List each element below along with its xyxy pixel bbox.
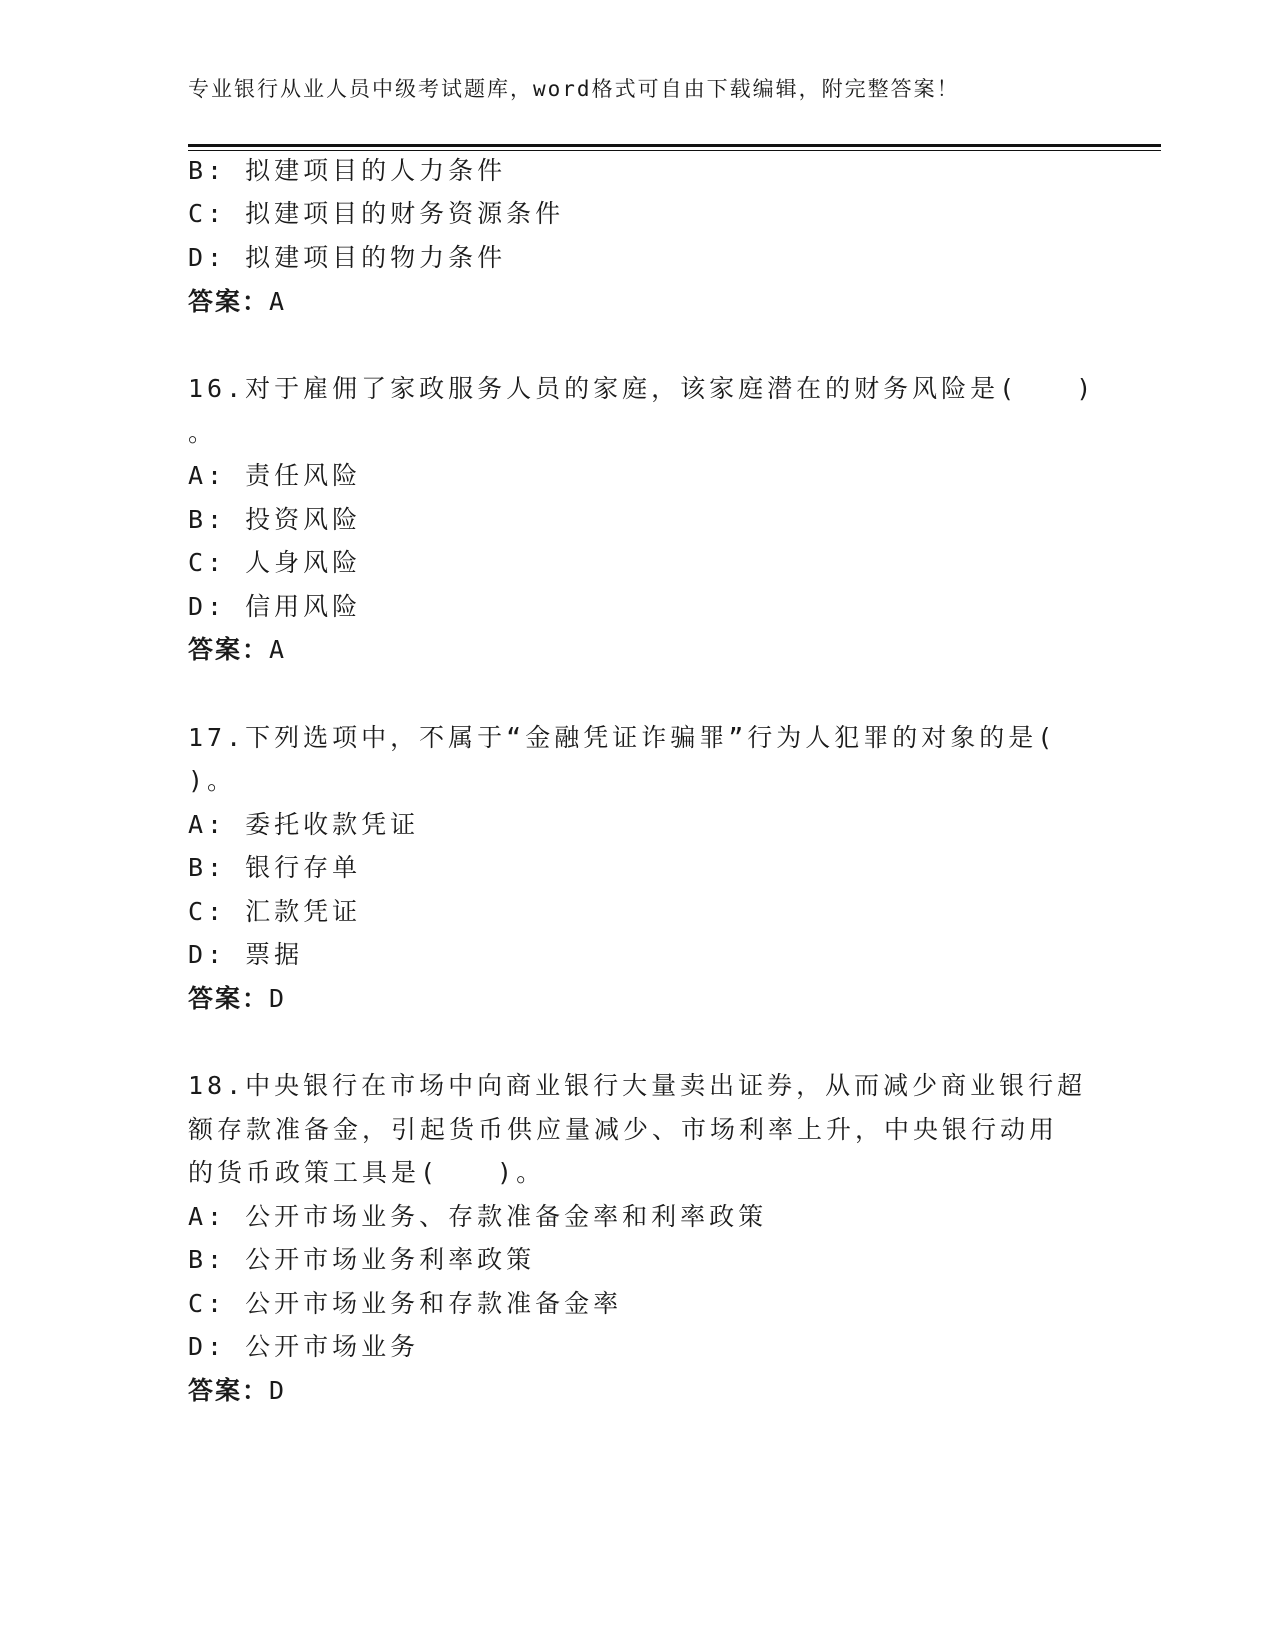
page-header: 专业银行从业人员中级考试题库，word格式可自由下载编辑，附完整答案！ — [188, 77, 960, 101]
q18-option-a: A: 公开市场业务、存款准备金率和利率政策 — [188, 1202, 768, 1231]
q18-option-b: B: 公开市场业务利率政策 — [188, 1245, 536, 1274]
q15-answer-value: A — [269, 287, 285, 316]
q17-answer — [188, 982, 284, 1016]
q15-answer-label: 答案： — [188, 287, 270, 316]
q16-stem-line2: 。 — [188, 418, 218, 447]
q17-option-c: C: 汇款凭证 — [188, 897, 362, 926]
q16-option-c: C: 人身风险 — [188, 548, 362, 577]
q18-stem-line3: 的货币政策工具是( )。 — [188, 1158, 546, 1187]
q18-option-d: D: 公开市场业务 — [188, 1332, 420, 1361]
q17-stem-line2: )。 — [188, 766, 237, 795]
q18-stem-line1: 18.中央银行在市场中向商业银行大量卖出证券，从而减少商业银行超 — [188, 1071, 1087, 1100]
q16-stem-line1: 16.对于雇佣了家政服务人员的家庭，该家庭潜在的财务风险是( ) — [188, 374, 1096, 403]
q15-option-c: C: 拟建项目的财务资源条件 — [188, 199, 565, 228]
q17-answer-value: D — [269, 984, 285, 1013]
q16-option-a: A: 责任风险 — [188, 461, 362, 490]
header-rule-thin — [188, 150, 1161, 151]
q15-answer — [188, 285, 284, 319]
header-rule-thick — [188, 144, 1161, 147]
q18-answer-label: 答案： — [188, 1376, 270, 1405]
q18-option-c: C: 公开市场业务和存款准备金率 — [188, 1289, 623, 1318]
q17-option-b: B: 银行存单 — [188, 853, 362, 882]
q16-answer-value: A — [269, 635, 285, 664]
q17-option-a: A: 委托收款凭证 — [188, 810, 420, 839]
q16-answer — [188, 633, 284, 667]
q17-answer-label: 答案： — [188, 984, 270, 1013]
q15-option-d: D: 拟建项目的物力条件 — [188, 243, 507, 272]
q18-answer-value: D — [269, 1376, 285, 1405]
q16-answer-label: 答案： — [188, 635, 270, 664]
q16-option-d: D: 信用风险 — [188, 592, 362, 621]
q17-stem-line1: 17.下列选项中，不属于“金融凭证诈骗罪”行为人犯罪的对象的是( — [188, 723, 1057, 752]
q16-option-b: B: 投资风险 — [188, 505, 362, 534]
q15-option-b: B: 拟建项目的人力条件 — [188, 156, 507, 185]
q18-stem-line2: 额存款准备金，引起货币供应量减少、市场利率上升，中央银行动用 — [188, 1115, 1059, 1144]
q18-answer — [188, 1374, 284, 1408]
q17-option-d: D: 票据 — [188, 940, 304, 969]
